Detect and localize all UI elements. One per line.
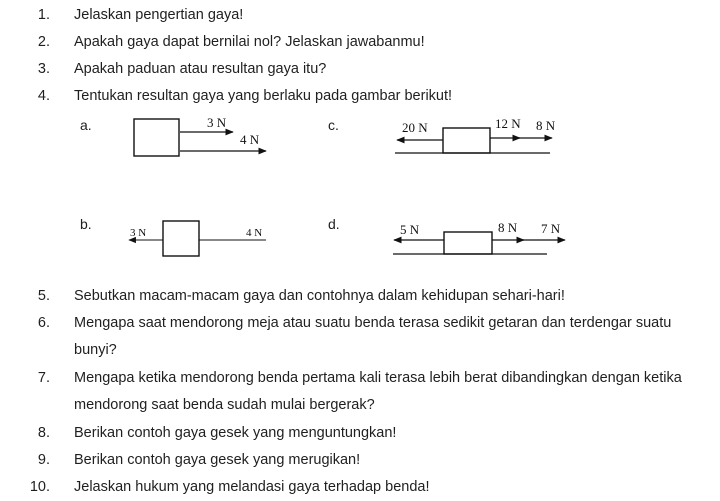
figure-b-right-label: 4 N (246, 227, 263, 239)
question-9-text: Berikan contoh gaya gesek yang merugikan! (74, 452, 361, 468)
question-5-number: 5. (37, 288, 50, 304)
figure-a-block (134, 119, 179, 156)
question-10-number: 10. (29, 479, 50, 495)
question-6-text-line2: bunyi? (74, 342, 117, 358)
figure-d-label: d. (328, 216, 340, 232)
figure-d-block (444, 232, 492, 254)
figure-b (129, 221, 266, 256)
figure-c-right2-label: 8 N (536, 118, 556, 133)
figure-d-right2-label: 7 N (541, 221, 561, 236)
figure-c (395, 116, 556, 153)
question-3-number: 3. (37, 61, 50, 77)
question-4-number: 4. (37, 88, 50, 104)
question-8-number: 8. (37, 425, 50, 441)
question-2-text: Apakah gaya dapat bernilai nol? Jelaskan jawabanmu! (74, 34, 425, 50)
figure-a-force2-label: 4 N (240, 132, 260, 147)
question-7-number: 7. (37, 370, 50, 386)
question-2-number: 2. (37, 34, 50, 50)
question-5-text: Sebutkan macam-macam gaya dan contohnya dalam kehidupan sehari-hari! (74, 288, 565, 304)
figure-a (134, 115, 266, 156)
question-6-text-line1: Mengapa saat mendorong meja atau suatu benda terasa sedikit getaran dan terdengar suatu (74, 315, 672, 331)
figure-c-left-label: 20 N (402, 120, 428, 135)
figure-c-block (443, 128, 490, 153)
figure-b-left-label: 3 N (130, 227, 147, 239)
question-8-text: Berikan contoh gaya gesek yang menguntungkan! (74, 425, 397, 441)
figure-a-label: a. (80, 117, 92, 133)
figure-b-label: b. (80, 216, 92, 232)
question-1-number: 1. (37, 7, 50, 23)
question-1-text: Jelaskan pengertian gaya! (74, 7, 244, 23)
figure-d-left-label: 5 N (400, 222, 420, 237)
figure-b-block (163, 221, 199, 256)
question-4-text: Tentukan resultan gaya yang berlaku pada gambar berikut! (74, 88, 453, 104)
figure-c-right1-label: 12 N (495, 116, 521, 131)
figure-a-force1-label: 3 N (207, 115, 227, 130)
figure-d-right1-label: 8 N (498, 220, 518, 235)
figure-d (393, 220, 565, 254)
question-7-text-line2: mendorong saat benda sudah mulai bergerak? (74, 397, 375, 413)
question-3-text: Apakah paduan atau resultan gaya itu? (74, 61, 327, 77)
question-7-text-line1: Mengapa ketika mendorong benda pertama kali terasa lebih berat dibandingkan dengan ketika (74, 370, 682, 386)
question-10-text: Jelaskan hukum yang melandasi gaya terhadap benda! (74, 479, 430, 495)
question-9-number: 9. (37, 452, 50, 468)
figure-c-label: c. (328, 117, 339, 133)
question-6-number: 6. (37, 315, 50, 331)
